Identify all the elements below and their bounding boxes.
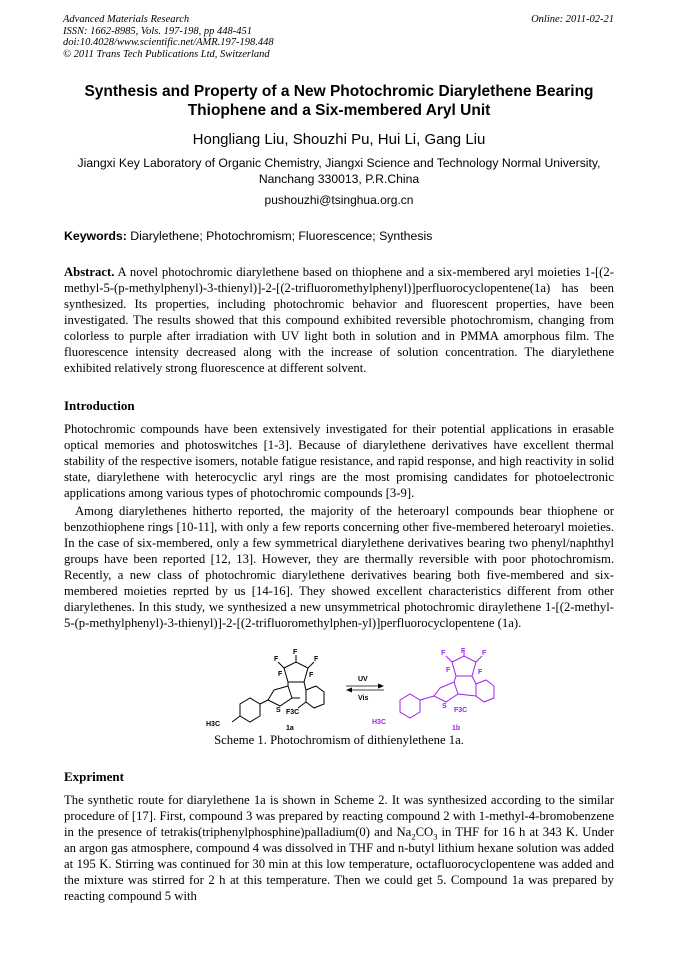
- f-label-closed-2: F: [461, 648, 466, 655]
- keywords-label: Keywords:: [64, 229, 127, 243]
- affiliation-line-2: Nanchang 330013, P.R.China: [258, 172, 420, 186]
- label-1a: 1a: [286, 725, 294, 732]
- title-line-1: Synthesis and Property of a New Photochromic Diarylethene Bearing: [84, 83, 594, 100]
- vis-label: Vis: [358, 695, 369, 702]
- experiment-text-b: in THF for 16 h at 343 K. Under an argon gas atmosphere, compound 4 was dissolved in THF and n-butyl lithium hexane solution was added at 195 K. Stirring was continued for 30 min at this low temperature, octafluorocyclopentene was added and the mixture was stirred for 2 h at this temperature. Then we could get 5. Compound 1a was prepared by reacting compound 5 with: [64, 825, 614, 903]
- f-label-3: F: [314, 656, 319, 663]
- phenyl-ring-closed: [476, 680, 494, 702]
- thiophene-ring-open: [268, 686, 292, 706]
- f-label-5: F: [309, 672, 314, 679]
- s-label-open: S: [276, 707, 281, 714]
- f-label-closed-5: F: [478, 669, 483, 676]
- experiment-heading: Expriment: [64, 769, 124, 784]
- experiment-paragraph-1: [64, 792, 614, 904]
- h3c-label-open: H3C: [206, 721, 221, 728]
- f-label-closed-1: F: [441, 650, 446, 657]
- h3c-label-closed: H3C: [372, 719, 387, 726]
- journal-name: Advanced Materials Research: [63, 14, 190, 25]
- affiliation-line-1: Jiangxi Key Laboratory of Organic Chemistry, Jiangxi Science and Technology Normal University,: [77, 156, 601, 170]
- introduction-heading: Introduction: [64, 398, 135, 413]
- scheme-1-figure: [200, 648, 500, 732]
- keywords-list: Diarylethene; Photochromism; Fluorescence; Synthesis: [130, 229, 433, 243]
- f-label-4: F: [278, 671, 283, 678]
- f-label-1: F: [274, 656, 279, 663]
- tolyl-ring-open: [240, 698, 260, 722]
- photochromic-arrows: [346, 684, 384, 693]
- journal-header: [63, 14, 274, 60]
- email: pushouzhi@tsinghua.org.cn: [264, 193, 414, 207]
- molecule-1b: [400, 650, 494, 718]
- copyright-line: © 2011 Trans Tech Publications Ltd, Switzerland: [63, 48, 270, 60]
- affiliation: [40, 155, 638, 187]
- f-label-closed-3: F: [482, 650, 487, 657]
- f-label-2: F: [293, 649, 298, 656]
- phenyl-ring-open: [306, 686, 324, 708]
- abstract-text: A novel photochromic diarylethene based on thiophene and a six-membered aryl moieties 1-[(2-methyl-5-(p-methylphenyl)-3-thienyl)]-2-[(2-trifluoromethylphenyl)]perfluorocyclopentene(1a) has been synthesized. Its properties, including photochromic behavior and fluorescent properties, have been investigated. The results showed that this compound exhibited reversible photochromism, changing from colorless to purple after irradiation with UV light both in solution and in PMMA amorphous film. The fluorescence intensity decreased along with the increase of solution concentration. The diarylethene exhibited relatively strong fluorescence at different solvent.: [64, 265, 614, 375]
- f-label-closed-4: F: [446, 667, 451, 674]
- s-label-closed: S: [442, 703, 447, 710]
- carbonate-text: CO: [415, 825, 434, 839]
- abstract-label: Abstract.: [64, 265, 115, 279]
- authors: Hongliang Liu, Shouzhi Pu, Hui Li, Gang Liu: [192, 131, 486, 148]
- cyclopentene-ring: [284, 662, 308, 682]
- abstract: [64, 264, 614, 376]
- intro-paragraph-1: Photochromic compounds have been extensively investigated for their potential applications in erasable optical memories and photoswitches [1-3]. Because of diarylethene derivatives have excellent thermal stability of the respective isomers, notable fatigue resistance, and rapid response, and high reactivity in solid state, diarylethene with heterocyclic aryl rings are the most promising candidates for photoelectronic applications among various types of photochromic compounds [3-9].: [64, 422, 614, 500]
- f3c-label-closed: F3C: [454, 707, 468, 714]
- title-line-2: Thiophene and a Six-membered Aryl Unit: [187, 102, 491, 119]
- label-1b: 1b: [452, 725, 461, 732]
- doi-line: doi:10.4028/www.scientific.net/AMR.197-198.448: [63, 37, 274, 48]
- sodium-subscript: 2: [411, 831, 416, 842]
- cyclopentene-ring-closed: [452, 656, 476, 676]
- intro-paragraph-2: Among diarylethenes hitherto reported, the majority of the heteroaryl compounds bear thiophene or benzothiophene rings [10-11], with only a few reports concerning other five-membered heteroaryl moieties. In the case of six-membered, only a few symmetrical diarylethene derivatives bearing two phenyl/naphthyl groups have been reported [12, 13]. However, they are thermally reversible with poor photochromism. Recently, a new class of photochromic diarylethene derivatives bearing both five-membered and six-membered moieties reprted by us [14-16]. They showed excellent characteristics different from other diarylethenes. In this study, we synthesized a new unsymmetrical photochromic diraylethene 1-[(2-methyl-5-(p-methylphenyl)-3-thienyl)]-2-[(2-trifluoromethylphen-yl)]perfluorocyclopentene (1a).: [64, 504, 614, 630]
- f3c-label-open: F3C: [286, 709, 300, 716]
- tolyl-ring-closed: [400, 694, 420, 718]
- experiment-text-a: The synthetic route for diarylethene 1a is shown in Scheme 2. It was synthesized according to the similar procedure of [17]. First, compound 3 was prepared by reacting compound 2 with 1-methyl-4-bromobenzene in the presence of tetrakis(triphenylphosphine)palladium(0) and Na: [64, 793, 614, 839]
- keywords: [64, 229, 432, 243]
- uv-label: UV: [358, 676, 368, 683]
- thiophene-ring-closed: [434, 682, 458, 702]
- carbonate-subscript: 3: [433, 831, 438, 842]
- issn-line: ISSN: 1662-8985, Vols. 197-198, pp 448-451: [63, 25, 252, 37]
- paper-title: [40, 82, 638, 120]
- scheme-caption: Scheme 1. Photochromism of dithienylethene 1a.: [214, 733, 464, 747]
- online-date: Online: 2011-02-21: [531, 14, 614, 25]
